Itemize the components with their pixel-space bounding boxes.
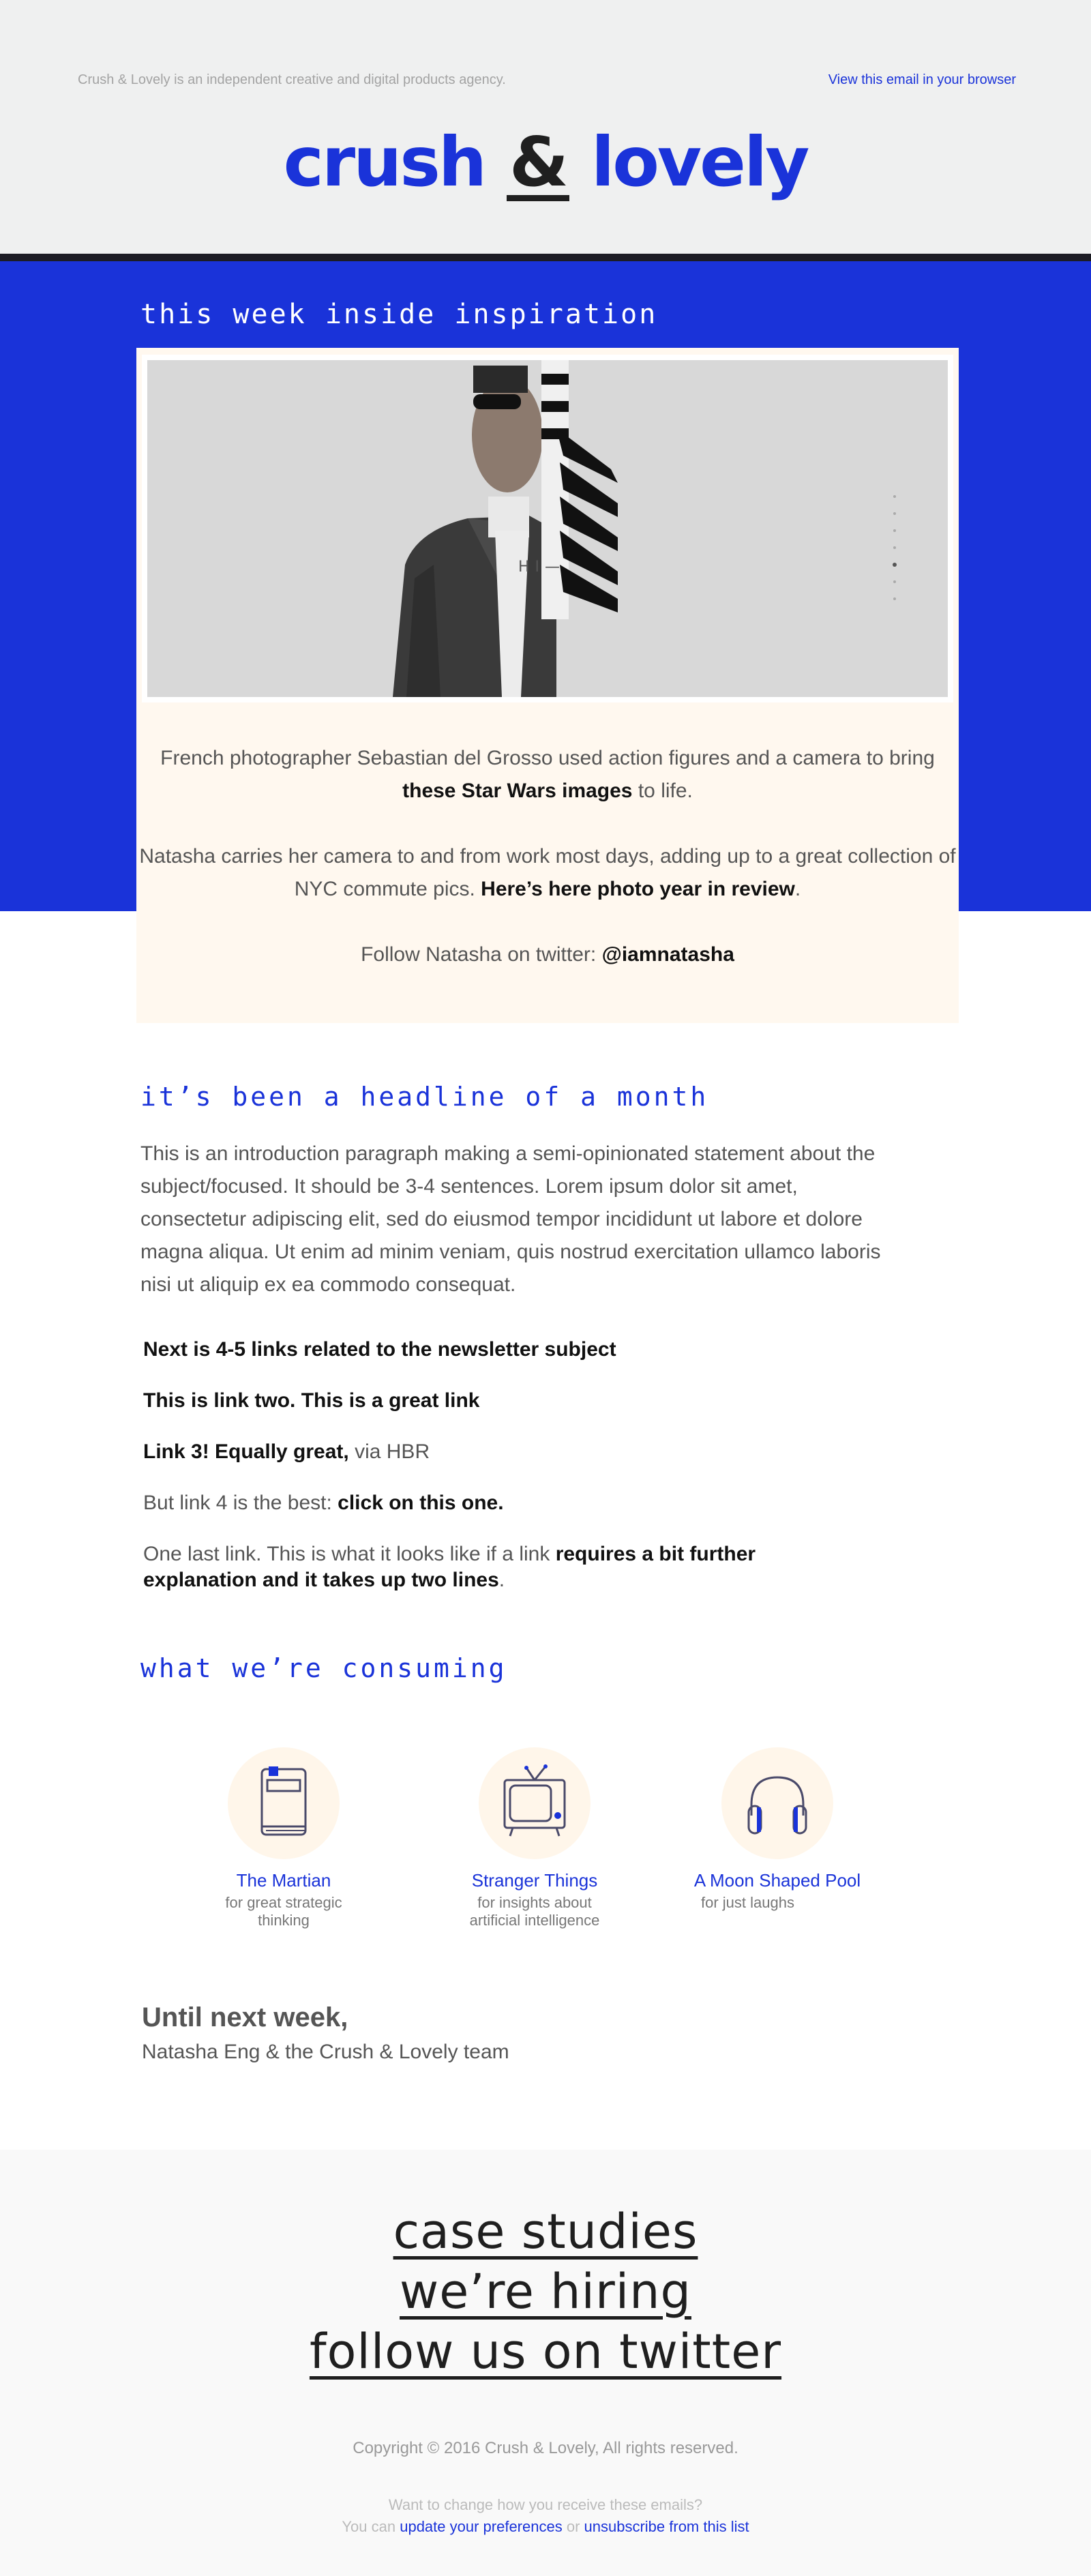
link-1-text: Next is 4-5 links related to the newsletter subject [143, 1338, 616, 1361]
consume-sub-tv: for insights about artificial intelligence [469, 1894, 600, 1929]
update-preferences-link[interactable]: update your preferences [400, 2518, 563, 2535]
consume-sub-headphones: for just laughs [701, 1894, 794, 1911]
consume-item-tv[interactable] [432, 1747, 637, 1929]
preheader-text: Crush & Lovely is an independent creative and digital products agency. [78, 72, 506, 87]
feature-card [136, 348, 959, 1023]
consuming-title: what we’re consuming [140, 1653, 507, 1683]
feature-copy [136, 742, 959, 1004]
consume-title-tv[interactable]: Stranger Things [471, 1870, 598, 1891]
twitter-handle-link-text: @iamnatasha [601, 943, 734, 966]
link-3-text: Link 3! Equally great, [143, 1440, 349, 1463]
hero-title: this week inside inspiration [140, 299, 658, 330]
link-row-2 [143, 1388, 825, 1414]
logo-ampersand: & [507, 130, 569, 201]
signoff-signature: Natasha Eng & the Crush & Lovely team [142, 2041, 509, 2063]
link-1[interactable] [143, 1338, 616, 1361]
headline-title: it’s been a headline of a month [140, 1082, 709, 1112]
feature-paragraph-3-text: Follow Natasha on twitter: [361, 943, 602, 966]
signoff-greeting: Until next week, [142, 2002, 348, 2032]
consume-item-book[interactable] [181, 1747, 386, 1929]
icon-circle [228, 1747, 340, 1859]
were-hiring-link[interactable]: we’re hiring [400, 2264, 691, 2320]
link-2-text: This is link two. This is a great link [143, 1389, 480, 1412]
brand-logo[interactable] [0, 121, 1091, 203]
link-row-5 [143, 1541, 825, 1593]
intro-paragraph: This is an introduction paragraph making a semi-opinionated statement about the subject/focused. It should be 3-4 sentences. Lorem ipsum dolor sit amet, consectetur adipiscing elit, sed do eiusmod tempor incididunt ut labore et dolore magna aliqua. Ut enim ad minim veniam, quis nostrud exercitation ullamco laboris nisi ut aliquip ex ea commodo consequat. [140, 1142, 881, 1296]
photo-man-half-striped-icon [147, 360, 948, 697]
follow-twitter-link[interactable]: follow us on twitter [309, 2324, 782, 2380]
feature-paragraph-2-text: Natasha carries her camera to and from work most days, adding up to a great collection of NYC commute pics. [139, 845, 956, 900]
headphones-icon [721, 1747, 833, 1859]
prefs-line [0, 2518, 1091, 2536]
link-2[interactable] [143, 1389, 479, 1412]
photo-year-in-review-link-text: Here’s here photo year in review [481, 878, 795, 900]
link-row-1 [143, 1337, 825, 1363]
photo-year-in-review-link[interactable] [481, 878, 795, 900]
link-3-source: via HBR [348, 1440, 430, 1463]
icon-circle [479, 1747, 591, 1859]
tv-icon [479, 1747, 591, 1859]
feature-image-frame [142, 355, 953, 702]
view-in-browser-link[interactable]: View this email in your browser [828, 72, 1016, 87]
consume-sub-book: for great strategic thinking [225, 1894, 342, 1929]
feature-paragraph-1 [136, 742, 959, 808]
feature-paragraph-2-after: . [794, 878, 801, 900]
link-4-text: click on this one. [338, 1492, 504, 1514]
twitter-handle-link[interactable] [602, 943, 734, 966]
feature-paragraph-2 [136, 840, 959, 906]
logo-word-crush: crush [283, 122, 485, 202]
link-5-after: . [498, 1569, 505, 1591]
consume-title-book[interactable]: The Martian [236, 1870, 331, 1891]
feature-paragraph-1-after: to life. [632, 780, 693, 802]
star-wars-images-link-text: these Star Wars images [402, 780, 633, 802]
link-4[interactable] [338, 1492, 503, 1514]
link-5-lead: One last link. This is what it looks like if a link [143, 1543, 556, 1565]
star-wars-images-link[interactable] [402, 780, 632, 802]
prefs-you-can: You can [342, 2518, 400, 2535]
consume-item-headphones[interactable] [675, 1747, 880, 1912]
link-5-text: requires a bit further explanation and it takes up two lines [143, 1543, 756, 1591]
feature-paragraph-1-text: French photographer Sebastian del Grosso used action figures and a camera to bring [160, 747, 935, 769]
link-4-lead: But link 4 is the best: [143, 1492, 338, 1514]
link-row-3 [143, 1439, 825, 1465]
feature-paragraph-3 [136, 938, 959, 971]
link-list [143, 1337, 825, 1618]
copyright-text: Copyright © 2016 Crush & Lovely, All rights reserved. [353, 2439, 738, 2457]
header-divider [0, 254, 1091, 261]
book-icon [228, 1747, 340, 1859]
logo-word-lovely: lovely [591, 122, 808, 202]
prefs-or: or [562, 2518, 584, 2535]
consume-title-headphones[interactable]: A Moon Shaped Pool [693, 1870, 861, 1891]
prefs-question: Want to change how you receive these emails? [388, 2496, 703, 2513]
feature-photo[interactable] [147, 360, 948, 697]
photo-caption: HI— [518, 559, 566, 576]
link-3[interactable] [143, 1440, 349, 1463]
icon-circle [721, 1747, 833, 1859]
footer-links [0, 2202, 1091, 2382]
unsubscribe-link[interactable]: unsubscribe from this list [584, 2518, 749, 2535]
case-studies-link[interactable]: case studies [393, 2204, 698, 2260]
link-row-4 [143, 1490, 825, 1516]
